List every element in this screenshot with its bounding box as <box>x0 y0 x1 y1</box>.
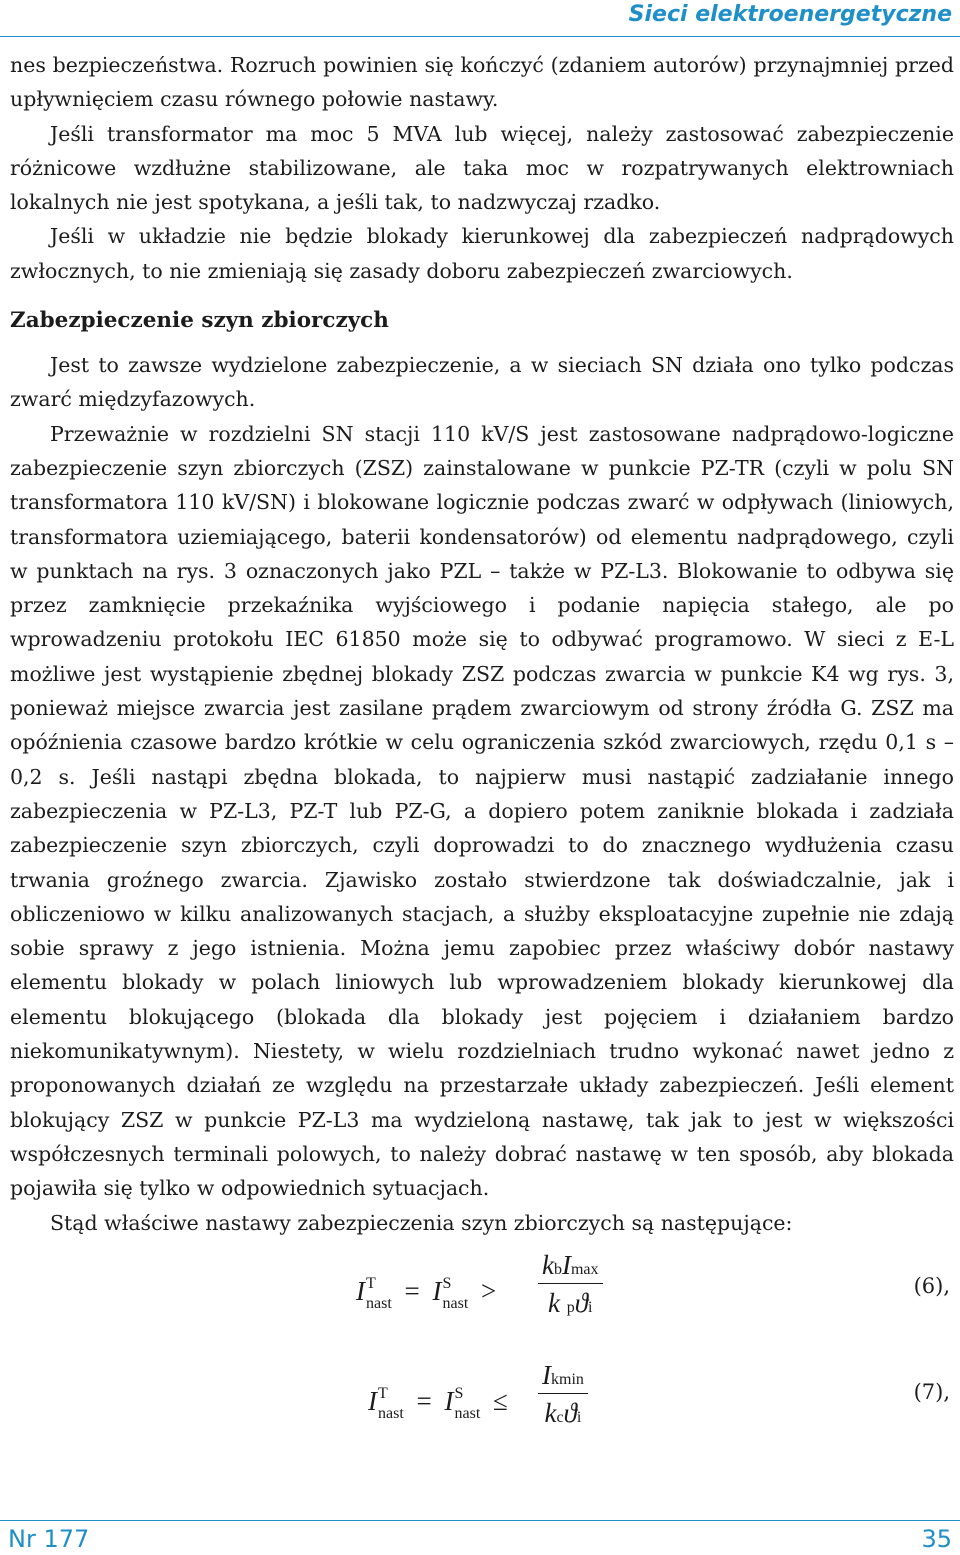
section-heading: Zabezpieczenie szyn zbiorczych <box>10 308 389 334</box>
page-header <box>0 0 960 38</box>
journal-title: Sieci elektroenergetyczne <box>628 2 952 27</box>
paragraph: Jest to zawsze wydzielone zabezpieczenie, a w sieciach SN działa ono tylko podczas zwarć międzyfazowych. <box>10 353 954 412</box>
formula-6-label: (6), <box>913 1273 950 1298</box>
paragraph: Jeśli w układzie nie będzie blokady kierunkowej dla zabezpieczeń nadprądowych zwłocznych, to nie zmieniają się zasady doboru zabezpieczeń zwarciowych. <box>10 224 954 283</box>
formula-7-lhs: I T nast = I S nast ≤ <box>368 1384 508 1422</box>
paragraph: nes bezpieczeństwa. Rozruch powinien się kończyć (zdaniem autorów) przynajmniej przed upływnięciem czasu równego połowie nastawy. <box>10 53 954 112</box>
formula-6-fraction: kbImax k pϑi <box>538 1250 603 1319</box>
paragraph: Jeśli transformator ma moc 5 MVA lub więcej, należy zastosować zabezpieczenie różnicowe wzdłużne stabilizowane, ale taka moc w rozpatrywanych elektrowniach lokalnych nie jest spotykana, a jeśli tak, to nadzwyczaj rzadko. <box>10 121 954 215</box>
formula-6-lhs: I T nast = I S nast > <box>356 1274 497 1312</box>
paragraph: Przeważnie w rozdzielni SN stacji 110 kV/S jest zastosowane nadprądowo-logiczne zabezpieczenie szyn zbiorczych (ZSZ) zainstalowane w punkcie PZ-TR (czyli w polu SN transformatora 110 kV/SN) i blokowane logicznie podczas zwarć w odpływach (liniowych, transformatora uziemiającego, baterii kondensatorów) od elementu nadprądowego, czyli w punktach na rys. 3 oznaczonych jako PZL – także w PZ-L3. Blokowanie to odbywa się przez zamknięcie przekaźnika wyjściowego i podanie napięcia stałego, ale po wprowadzeniu protokołu IEC 61850 może się to odbywać programowo. W sieci z E-L możliwe jest wystąpienie zbędnej blokady ZSZ podczas zwarcia w punkcie K4 wg rys. 3, ponieważ miejsce zwarcia jest zasilane prądem zwarciowym od strony źródła G. ZSZ ma opóźnienia czasowe bardzo krótkie w celu ograniczenia szkód zwarciowych, rzędu 0,1 s –0,2 s. Jeśli nastąpi zbędna blokada, to najpierw musi nastąpić zadziałanie innego zabezpieczenia w PZ-L3, PZ-T lub PZ-G, a dopiero potem zaniknie blokada i zadziała zabezpieczenie szyn zbiorczych, czyli doprowadzi to do znacznego wydłużenia czasu trwania groźnego zwarcia. Zjawisko zostało stwierdzone tak doświadczalnie, jak i obliczeniowo w kilku analizowanych stacjach, a służby eksploatacyjne zupełnie nie zdają sobie sprawy z jego istnienia. Można jemu zapobiec przez właściwy dobór nastawy elementu blokady w polach liniowych lub wprowadzeniem blokady kierunkowej dla elementu blokującego (blokada dla blokady jest pojęciem i działaniem bardzo niekomunikatywnym). Niestety, w wielu rozdzielniach trudno wykonać nawet jedno z proponowanych działań ze względu na przestarzałe układy zabezpieczeń. Jeśli element blokujący ZSZ w punkcie PZ-L3 ma wydzieloną nastawę, tak jak to jest w większości współczesnych terminali polowych, to należy dobrać nastawę w ten sposób, aby blokada pojawiła się tylko w odpowiednich sytuacjach. <box>10 421 954 1201</box>
formula-7 <box>10 1356 954 1466</box>
article-body <box>10 48 954 1466</box>
page-number: 35 <box>921 1525 952 1553</box>
formula-7-label: (7), <box>913 1379 950 1404</box>
issue-number: Nr 177 <box>8 1525 90 1553</box>
paragraph: Stąd właściwe nastawy zabezpieczenia szyn zbiorczych są następujące: <box>50 1210 793 1235</box>
formula-6 <box>10 1246 954 1356</box>
header-rule <box>0 36 960 37</box>
page-footer <box>0 1516 960 1555</box>
footer-rule <box>0 1520 960 1521</box>
formula-7-fraction: Ikmin kcϑi <box>538 1360 588 1429</box>
